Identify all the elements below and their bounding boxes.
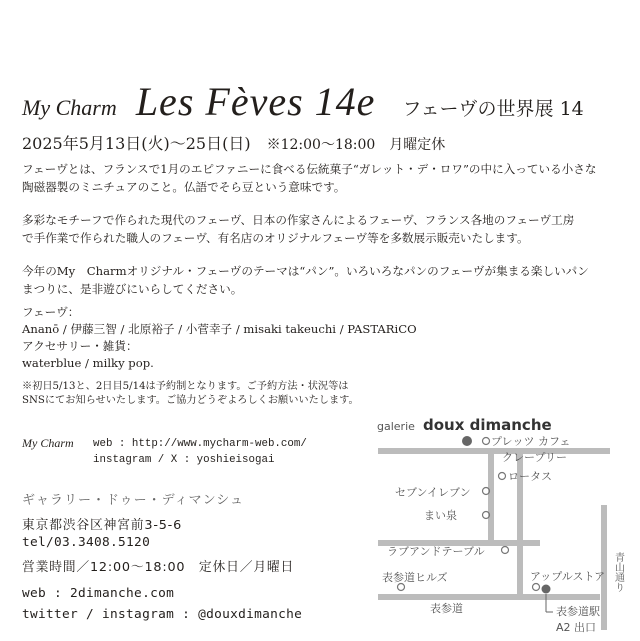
intro-line: フェーヴとは、フランスで1月のエピファニーに食べる伝統菓子“ガレット・デ・ロワ”の中に入っている小さな [22,162,597,176]
mycharm-contact [93,436,307,468]
event-dates [22,131,445,154]
title-row [22,78,584,125]
landmark-marker [502,547,509,554]
gallery-sns[interactable]: twitter / instagram : @douxdimanche [22,607,303,622]
artists-block [22,304,626,372]
landmark-pretz: プレッツ カフェ [491,435,571,448]
landmark-love-and-table: ラブアンドテーブル [387,545,485,558]
gallery-name: ギャラリー・ドゥー・ディマンシュ [22,493,245,508]
landmark-marker [483,438,490,445]
gallery-hours: 営業時間／12:00〜18:00 定休日／月曜日 [22,560,295,575]
feve-label: フェーヴ： [22,305,80,319]
map-doux-dimanche: doux dimanche [423,416,552,434]
date-range: 2025年5月13日(火)〜25日(日) [22,134,251,153]
landmark-marker [533,584,540,591]
landmark-creperie: クレープリー [502,451,568,464]
mycharm-instagram[interactable]: instagram / X : yoshieisogai [93,454,275,466]
note-line: SNSにてお知らせいたします。ご協力どうぞよろしくお願いいたします。 [22,395,359,406]
landmark-omotesando-hills: 表参道ヒルズ [382,571,448,584]
intro-paragraph [22,160,626,196]
theme-paragraph [22,262,626,298]
exhibition-title-jp: フェーヴの世界展 14 [402,98,584,120]
gallery-address: 東京都渋谷区神宮前3-5-6 [22,518,183,533]
exhibition-title: Les Fèves 14e [135,79,376,124]
brand-small: My Charm [22,95,117,120]
landmark-marker [398,584,405,591]
exhibit-line: 多彩なモチーフで作られた現代のフェーヴ、日本の作家さんによるフェーヴ、フランス各地のフェーヴ工房 [22,213,575,227]
reservation-note [22,380,442,408]
gallery-web[interactable]: web : 2dimanche.com [22,586,175,601]
exhibit-paragraph [22,211,626,247]
landmark-seven-eleven: セブンイレブン [395,486,471,499]
theme-line: 今年のMy Charmオリジナル・フェーヴのテーマは“パン”。いろいろなパンのフェーヴが集まる楽しいパン [22,264,589,278]
gallery-tel[interactable]: tel/03.3408.5120 [22,535,151,550]
landmark-lotus: ロータス [508,470,552,483]
gallery-marker [462,436,472,446]
map-galerie-label: galerie [377,420,415,433]
station-name: 表参道駅 [556,605,600,618]
landmark-maisen: まい泉 [424,509,457,522]
street-omotesando: 表参道 [430,602,463,615]
mycharm-label: My Charm [22,436,74,450]
theme-line: まつりに、是非遊びにいらしてください。 [22,282,243,296]
station-exit: A2 出口 [556,621,597,634]
feve-artists: Ananō / 伊藤三智 / 北原裕子 / 小菅幸子 / misaki takeuchi / PASTARiCO [22,322,417,336]
station-marker [542,585,551,594]
event-hours: ※12:00〜18:00 月曜定休 [266,137,446,153]
access-map [360,410,630,636]
mycharm-web[interactable]: web : http://www.mycharm-web.com/ [93,438,307,450]
note-line: ※初日5/13と、2日目5/14は予約制となります。ご予約方法・状況等は [22,381,349,392]
accessory-label: アクセサリー・雑貨： [22,339,138,353]
exhibit-line: で手作業で作られた職人のフェーヴ、有名店のオリジナルフェーヴ等を多数展示販売いたします。 [22,231,529,245]
landmark-apple-store: アップルストア [530,570,606,583]
intro-line: 陶磁器製のミニチュアのこと。仏語でそら豆という意味です。 [22,180,346,194]
street-aoyama: 青山通り [612,552,624,592]
landmark-marker [499,473,506,480]
accessory-artists: waterblue / milky pop. [22,356,154,370]
